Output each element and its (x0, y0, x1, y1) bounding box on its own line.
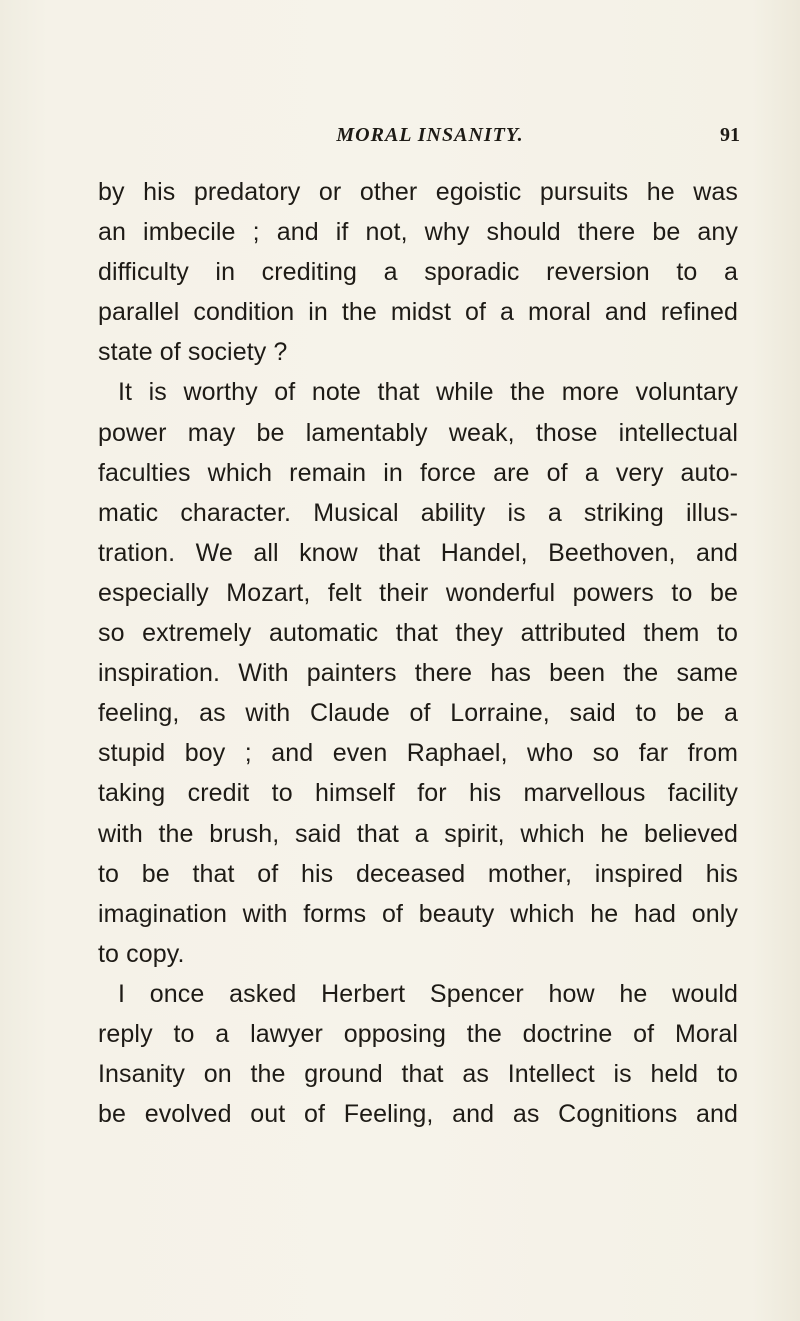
text-line: It is worthy of note that while the more voluntary (118, 378, 738, 407)
text-line: stupid boy ; and even Raphael, who so far from (98, 739, 738, 768)
text-line: matic character. Musical ability is a striking illus- (98, 498, 738, 527)
text-line: with the brush, said that a spirit, which he believed (98, 819, 738, 848)
text-line: difficulty in crediting a sporadic reversion to a (98, 258, 738, 287)
text-line: by his predatory or other egoistic pursuits he was (98, 178, 738, 206)
text-line: faculties which remain in force are of a very auto- (98, 458, 738, 487)
text-line: to be that of his deceased mother, inspired his (98, 859, 738, 888)
text-line: reply to a lawyer opposing the doctrine of Moral (98, 1019, 738, 1048)
text-line: especially Mozart, felt their wonderful powers to be (98, 578, 738, 607)
text-line: Insanity on the ground that as Intellect is held to (98, 1060, 738, 1089)
paragraph (98, 974, 738, 1134)
text-line: I once asked Herbert Spencer how he would (118, 979, 738, 1008)
page-number: 91 (720, 124, 740, 146)
text-line: to copy. (98, 939, 185, 968)
text-line: power may be lamentably weak, those intellectual (98, 418, 738, 447)
paragraph (98, 372, 738, 973)
text-line: feeling, as with Claude of Lorraine, said to be a (98, 699, 738, 728)
text-line: so extremely automatic that they attributed them to (98, 619, 738, 648)
text-line: an imbecile ; and if not, why should there be any (98, 218, 738, 247)
text-line: parallel condition in the midst of a moral and refined (98, 298, 738, 327)
paragraph (98, 172, 738, 372)
running-title: MORAL INSANITY. (336, 124, 524, 146)
page-header (120, 120, 740, 150)
text-line: inspiration. With painters there has been the same (98, 659, 738, 688)
body-text (98, 172, 738, 1134)
text-line: state of society ? (98, 338, 288, 367)
text-line: imagination with forms of beauty which he had only (98, 899, 738, 928)
text-line: taking credit to himself for his marvellous facility (98, 779, 738, 808)
text-line: tration. We all know that Handel, Beethoven, and (98, 538, 738, 567)
text-line: be evolved out of Feeling, and as Cognitions and (98, 1100, 738, 1129)
